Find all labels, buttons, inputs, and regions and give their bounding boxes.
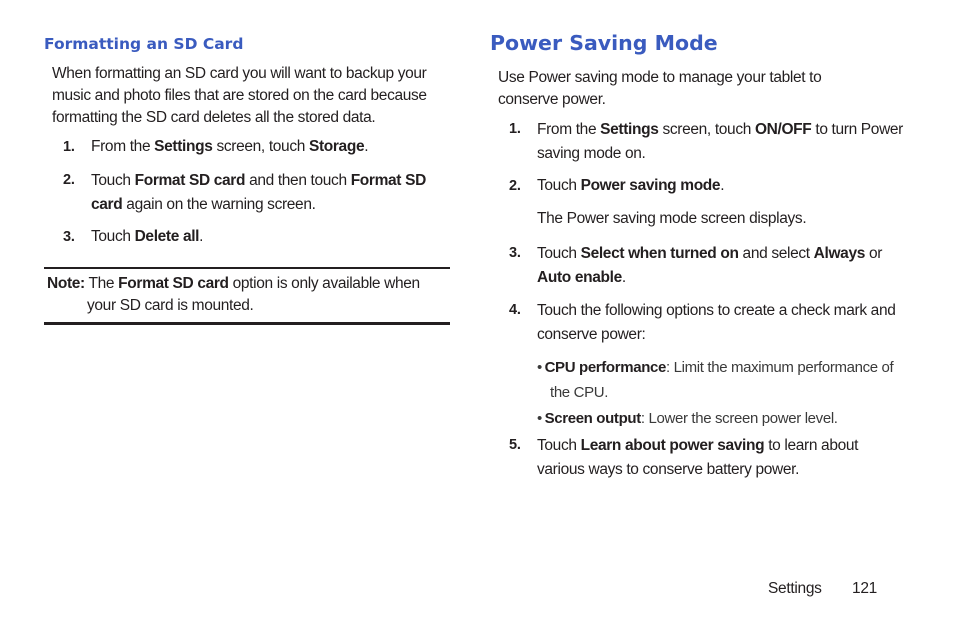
power-saving-intro: Use Power saving mode to manage your tablet to conserve power. (498, 69, 822, 108)
bullet-mark: • (537, 359, 542, 376)
step-number: 3. (63, 229, 75, 245)
section-heading-power-saving: Power Saving Mode (490, 31, 718, 55)
note-top-rule (44, 267, 450, 269)
step-text: Touch the following options to create a check mark and conserve power: (537, 302, 896, 343)
bullet-mark: • (537, 410, 542, 427)
note-box: Note: The Format SD card option is only available when your SD card is mounted. (47, 275, 420, 314)
note-label: Note: (47, 275, 85, 292)
step-followup-text: The Power saving mode screen displays. (537, 210, 807, 227)
note-bottom-rule (44, 322, 450, 325)
step-text: Touch Select when turned on and select Always or Auto enable. (537, 245, 883, 286)
step-number: 5. (509, 437, 521, 453)
step-number: 2. (63, 172, 75, 188)
step-text: Touch Format SD card and then touch Format SD card again on the warning screen. (91, 172, 426, 213)
step-number: 1. (509, 121, 521, 137)
step-number: 3. (509, 245, 521, 261)
step-text: From the Settings screen, touch ON/OFF to turn Power saving mode on. (537, 121, 903, 162)
step-number: 1. (63, 139, 75, 155)
page-number: 121 (852, 580, 877, 597)
step-text: Touch Power saving mode. (537, 177, 725, 194)
footer-section-name: Settings (768, 580, 822, 597)
step-number: 2. (509, 178, 521, 194)
section-heading-formatting: Formatting an SD Card (44, 35, 244, 53)
step-number: 4. (509, 302, 521, 318)
step-text: From the Settings screen, touch Storage. (91, 138, 369, 155)
bullet-item: • CPU performance: Limit the maximum performance of the CPU. (537, 359, 894, 401)
formatting-intro: When formatting an SD card you will want to backup your music and photo files that are stored on the card because formatting the SD card deletes all the stored data. (52, 65, 427, 126)
bullet-item: • Screen output: Lower the screen power level. (537, 410, 838, 427)
step-text: Touch Learn about power saving to learn about various ways to conserve battery power. (537, 437, 859, 478)
step-text: Touch Delete all. (91, 228, 204, 245)
